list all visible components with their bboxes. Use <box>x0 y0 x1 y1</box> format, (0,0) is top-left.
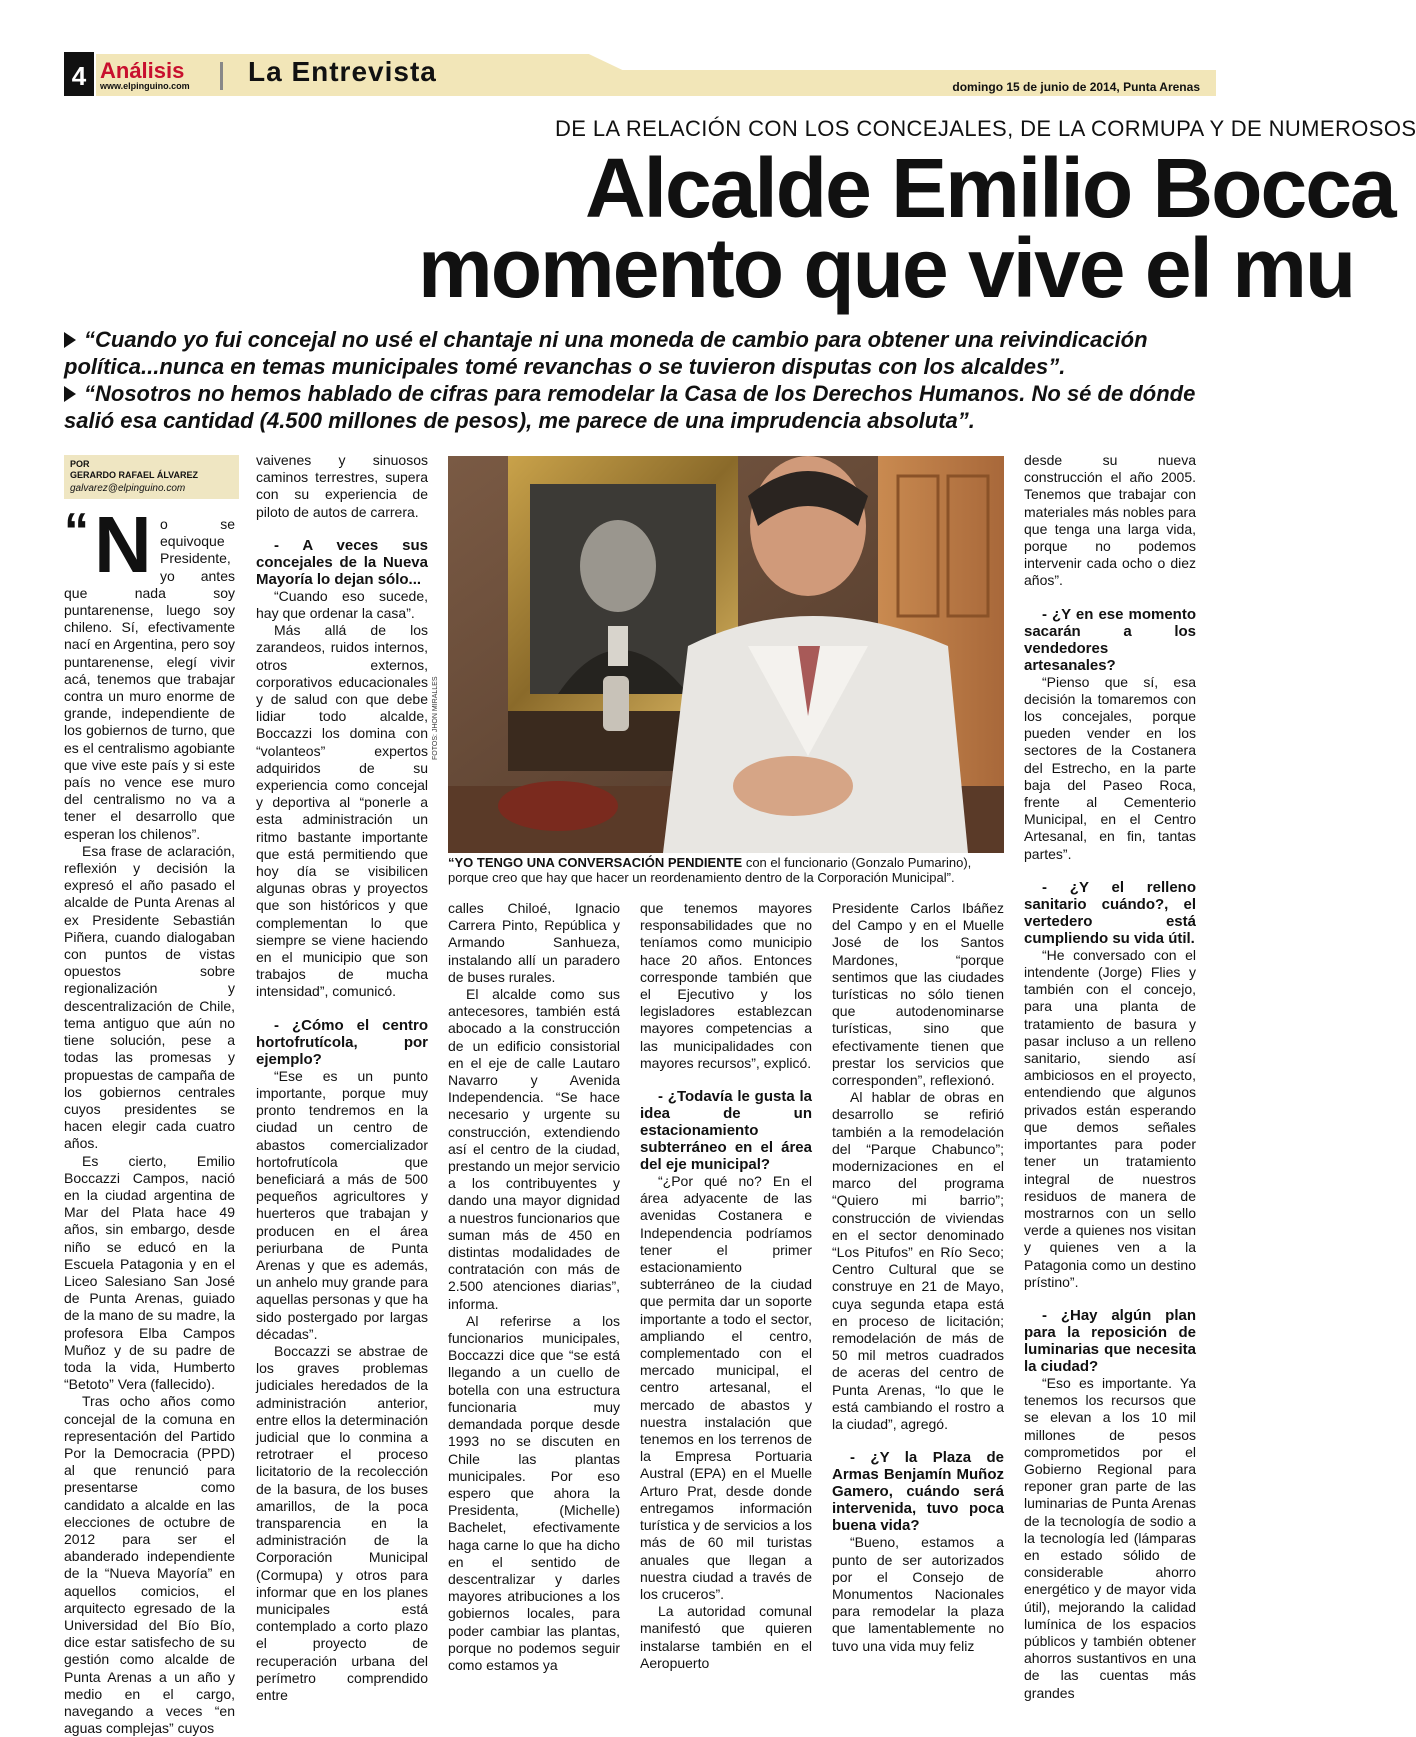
headline-line-2: momento que vive el mu <box>418 221 1355 315</box>
interview-question: - ¿Y la Plaza de Armas Benjamín Muñoz Gamero, cuándo será intervenida, tuvo poca buena vida? <box>832 1449 1004 1535</box>
logo-name: Análisis <box>100 58 185 83</box>
header-divider <box>220 62 223 90</box>
paragraph: Al referirse a los funcionarios municipales, Boccazzi dice que “se está llegando a un cuello de botella con una estructura funcionaria muy demandada porque desde 1993 no se discuten en Chile las plantas municipales. Por eso espero que ahora la Presidenta, (Michelle) Bachelet, efectivamente haga carne lo que ha dicho en el sentido de descentralizar y darles mayores atribuciones a los gobiernos locales, para poder cambiar las plantas, porque no podemos seguir como estamos ya <box>448 1312 620 1673</box>
interview-question: - A veces sus concejales de la Nueva Mayoría lo dejan sólo... <box>256 536 428 588</box>
paragraph: “Cuando eso sucede, hay que ordenar la casa”. <box>256 587 428 622</box>
paragraph: Presidente Carlos Ibáñez del Campo y en el Muelle José de los Santos Mardones, “porque sentimos que las ciudades turísticas no sólo tienen que autodenominarse turísticas, sino que efectivamente tienen que prestar los servicios que corresponden”, reflexionó. <box>832 900 1004 1089</box>
paragraph: calles Chiloé, Ignacio Carrera Pinto, República y Armando Sanhueza, instalando allí un paradero de buses rurales. <box>448 900 620 985</box>
paragraph: Más allá de los zarandeos, ruidos internos, otros externos, corporativos educacionales y de salud con que debe lidiar todo alcalde, Boccazzi los domina con “volanteos” expertos adquiridos de su experiencia como concejal y deportiva al “ponerle a esta administración un ritmo bastante importante que está permitiendo que hoy día se visibilicen algunas obras y proyectos que son históricos y que complementan lo que siempre se viene haciendo en el municipio que son trabajos de mucha intensidad”, comunicó. <box>256 622 428 1000</box>
interview-question: - ¿Y en ese momento sacarán a los vendedores artesanales? <box>1024 605 1196 674</box>
deck-quote-1: “Cuando yo fui concejal no usé el chantaje ni una moneda de cambio para obtener una reivindicación política...nunca en temas municipales tomé revanchas o se tuvieron disputas con los alcaldes”. <box>64 327 1148 379</box>
interview-photo <box>448 456 1004 853</box>
byline-author: GERARDO RAFAEL ÁLVAREZ <box>70 470 199 480</box>
paragraph: “Pienso que sí, esa decisión la tomaremos con los concejales, porque pueden vender en los sectores de la Costanera del Estrecho, en la parte baja del Paseo Roca, frente al Cementerio Municipal, en el Centro Artesanal, en fin, tantas partes”. <box>1024 673 1196 862</box>
paragraph: La autoridad comunal manifestó que quieren instalarse también en el Aeropuerto <box>640 1603 812 1671</box>
drop-quote-mark: “ <box>64 503 89 559</box>
paragraph: Esa frase de aclaración, reflexión y decisión la expresó el año pasado el alcalde de Punta Arenas al ex Presidente Sebastián Piñera, cuando dialogaban con puntos de vistas opuestos sobre regionalización y descentralización de Chile, tema antiguo que aún no tiene solución, pese a todas las promesas y propuestas de campaña de los gobiernos centrales cuyos presidentes se hacen elegir cada cuatro años. <box>64 842 235 1152</box>
paragraph: que tenemos mayores responsabilidades que no teníamos como municipio hace 20 años. Entonces corresponde también que el Ejecutivo y los legisladores establezcan mayores competencias a las municipalidades con mayores recursos”, explicó. <box>640 900 812 1071</box>
paragraph: “He conversado con el intendente (Jorge) Flies y también con el concejo, para una planta de tratamiento de basura y pasar incluso a un relleno sanitario, siendo así ambiciosos en el proyecto, entendiendo que algunos privados están esperando que demos señales importantes para poder tener un tratamiento integral de nuestros residuos de manera de mostrarnos con un sello verde a quienes nos visitan y quienes ven a la Patagonia como un destino prístino”. <box>1024 946 1196 1290</box>
interview-question: - ¿Todavía le gusta la idea de un estacionamiento subterráneo en el área del eje municipal? <box>640 1088 812 1174</box>
paragraph: “Ese es un punto importante, porque muy pronto tendremos en la ciudad un centro de abastos comercializador hortofrutícola que beneficiará a más de 500 pequeños agricultores y huerteros que trabajan y producen en el área periurbana de Punta Arenas y que es además, un anhelo muy grande para aquellas personas y que ha sido postergado por largas décadas”. <box>256 1067 428 1342</box>
paragraph: “Bueno, estamos a punto de ser autorizados por el Consejo de Monumentos Nacionales para remodelar la plaza que lamentablemente no tuvo una vida muy feliz <box>832 1534 1004 1654</box>
paragraph: o se equivoque Presidente, yo antes que nada soy puntarenense, luego soy chileno. Sí, efectivamente nací en Argentina, pero soy puntarenense, elegí vivir acá, tenemos que trabajar contra un muro enorme de grande, independiente de los gobiernos de turno, que es el centralismo agobiante que vive este país y si este país no vence ese muro del centralismo no va a tener el desarrollo que esperan los chilenos”. <box>64 516 235 842</box>
byline-email: galvarez@elpinguino.com <box>70 483 186 494</box>
paragraph: “¿Por qué no? En el área adyacente de las avenidas Costanera e Independencia podríamos tener el primer estacionamiento subterráneo de la ciudad que permita dar un soporte importante a todo el sector, ampliando el centro, complementado con el mercado municipal, el centro artesanal, el mercado de abastos y nuestra instalación que tenemos en los terrenos de la Empresa Portuaria Austral (EPA) en el Muelle Arturo Prat, desde donde entregamos información turística y de servicios a los más de 60 mil turistas anuales que llegan a nuestra ciudad a través de los cruceros”. <box>640 1173 812 1602</box>
kicker: DE LA RELACIÓN CON LOS CONCEJALES, DE LA CORMUPA Y DE NUMEROSOS <box>555 116 1416 141</box>
interview-question: - ¿Y el relleno sanitario cuándo?, el vertedero está cumpliendo su vida útil. <box>1024 878 1196 947</box>
paragraph: desde su nueva construcción el año 2005. Tenemos que trabajar con materiales más nobles para que tenga una larga vida, porque no podemos intervenir cada ocho o diez años”. <box>1024 452 1196 589</box>
column-4 <box>640 900 812 1672</box>
section-title: La Entrevista <box>248 56 437 87</box>
newspaper-logo <box>100 58 230 98</box>
interview-question: - ¿Cómo el centro hortofrutícola, por ejemplo? <box>256 1016 428 1068</box>
triangle-bullet-icon <box>64 386 76 402</box>
issue-date: domingo 15 de junio de 2014, Punta Arenas <box>952 80 1200 94</box>
column-6 <box>1024 452 1196 1702</box>
photo-illustration <box>448 456 1004 853</box>
drop-cap-space <box>64 516 160 584</box>
paragraph: Boccazzi se abstrae de los graves problemas judiciales heredados de la administración anterior, entre ellos la determinación judicial que lo conmina a retrotraer el proceso licitatorio de la recolección de la basura, de los buses amarillos, de la poca transparencia en la administración de la Corporación Municipal (Cormupa) y otros para informar que en los planes municipales está contemplado a corto plazo el proyecto de recuperación urbana del perímetro comprendido entre <box>256 1342 428 1703</box>
paragraph: Al hablar de obras en desarrollo se refirió también a la remodelación del “Parque Chabunco”; modernizaciones en el marco del programa “Quiero mi barrio”; construcción de viviendas en el sector denominado “Los Pitufos” en Río Seco; Centro Cultural que se construye en 21 de Mayo, cuya segunda etapa está en proceso de licitación; remodelación de más de 50 mil metros cuadrados de aceras del centro de Punta Arenas, “lo que le está cambiando el rostro a la ciudad”, agregó. <box>832 1089 1004 1433</box>
byline <box>64 455 239 499</box>
paragraph: vaivenes y sinuosos caminos terrestres, supera con su experiencia de piloto de autos de carrera. <box>256 452 428 520</box>
caption-text: con el funcionario (Gonzalo Pumarino), porque creo que hay que hacer un reordenamiento dentro de la Corporación Municipal”. <box>448 855 972 885</box>
photo-caption <box>448 855 1004 885</box>
drop-cap: N <box>94 500 152 589</box>
column-5 <box>832 900 1004 1655</box>
logo-url: www.elpinguino.com <box>100 81 190 91</box>
deck-quote-2: “Nosotros no hemos hablado de cifras para remodelar la Casa de los Derechos Humanos. No sé de dónde salió esa cantidad (4.500 millones de pesos), me parece de una imprudencia absoluta”. <box>64 381 1196 433</box>
headline-line-1: Alcalde Emilio Bocca <box>585 141 1395 235</box>
column-2 <box>256 452 428 1704</box>
column-1 <box>64 516 235 1737</box>
paragraph: El alcalde como sus antecesores, también está abocado a la construcción de un edificio consistorial en el eje de calle Lautaro Navarro y Avenida Independencia. “Se hace necesario y urgente su construcción, extendiendo así el centro de la ciudad, prestando un mejor servicio a los contribuyentes y dando una mayor dignidad a nuestros funcionarios que suman más de 450 en distintas modalidades de contratación con más de 2.500 atenciones diarias”, informa. <box>448 986 620 1312</box>
byline-por: POR <box>70 459 90 469</box>
interview-question: - ¿Hay algún plan para la reposición de luminarias que necesita la ciudad? <box>1024 1306 1196 1375</box>
paragraph: “Eso es importante. Ya tenemos los recursos que se elevan a los 10 mil millones de pesos comprometidos por el Gobierno Regional para reponer gran parte de las luminarias de Punta Arenas de la tecnología de sodio a la tecnología led (lámparas en estado sólido de considerable ahorro energético y de mayor vida útil), mejorando la calidad lumínica de los espacios públicos y también obtener ahorros sustantivos en una de las cuentas más grandes <box>1024 1374 1196 1701</box>
triangle-bullet-icon <box>64 332 76 348</box>
paragraph: Es cierto, Emilio Boccazzi Campos, nació en la ciudad argentina de Mar del Plata hace 49 años, sin embargo, desde niño se educó en la Escuela Patagonia y en el Liceo Salesiano San José de Punta Arenas, guiado de la mano de su madre, la profesora Elba Campos Muñoz y de su padre de toda la vida, Humberto “Betoto” Vera (fallecido). <box>64 1152 235 1393</box>
photo-credit: FOTOS: JHON MIRALLES <box>432 676 439 760</box>
column-3 <box>448 900 620 1674</box>
paragraph: Tras ocho años como concejal de la comuna en representación del Partido Por la Democracia (PPD) al que renunció para presentarse como candidato a alcalde en las elecciones de octubre de 2012 para ser el abanderado independiente de la “Nueva Mayoría” en aquellos comicios, el arquitecto egresado de la Universidad del Bío Bío, dice estar satisfecho de su gestión como alcalde de Punta Arenas a un año y medio en el cargo, navegando a veces “en aguas complejas” cuyos <box>64 1393 235 1737</box>
page-number: 4 <box>64 52 94 96</box>
caption-lead: “YO TENGO UNA CONVERSACIÓN PENDIENTE <box>448 855 743 870</box>
